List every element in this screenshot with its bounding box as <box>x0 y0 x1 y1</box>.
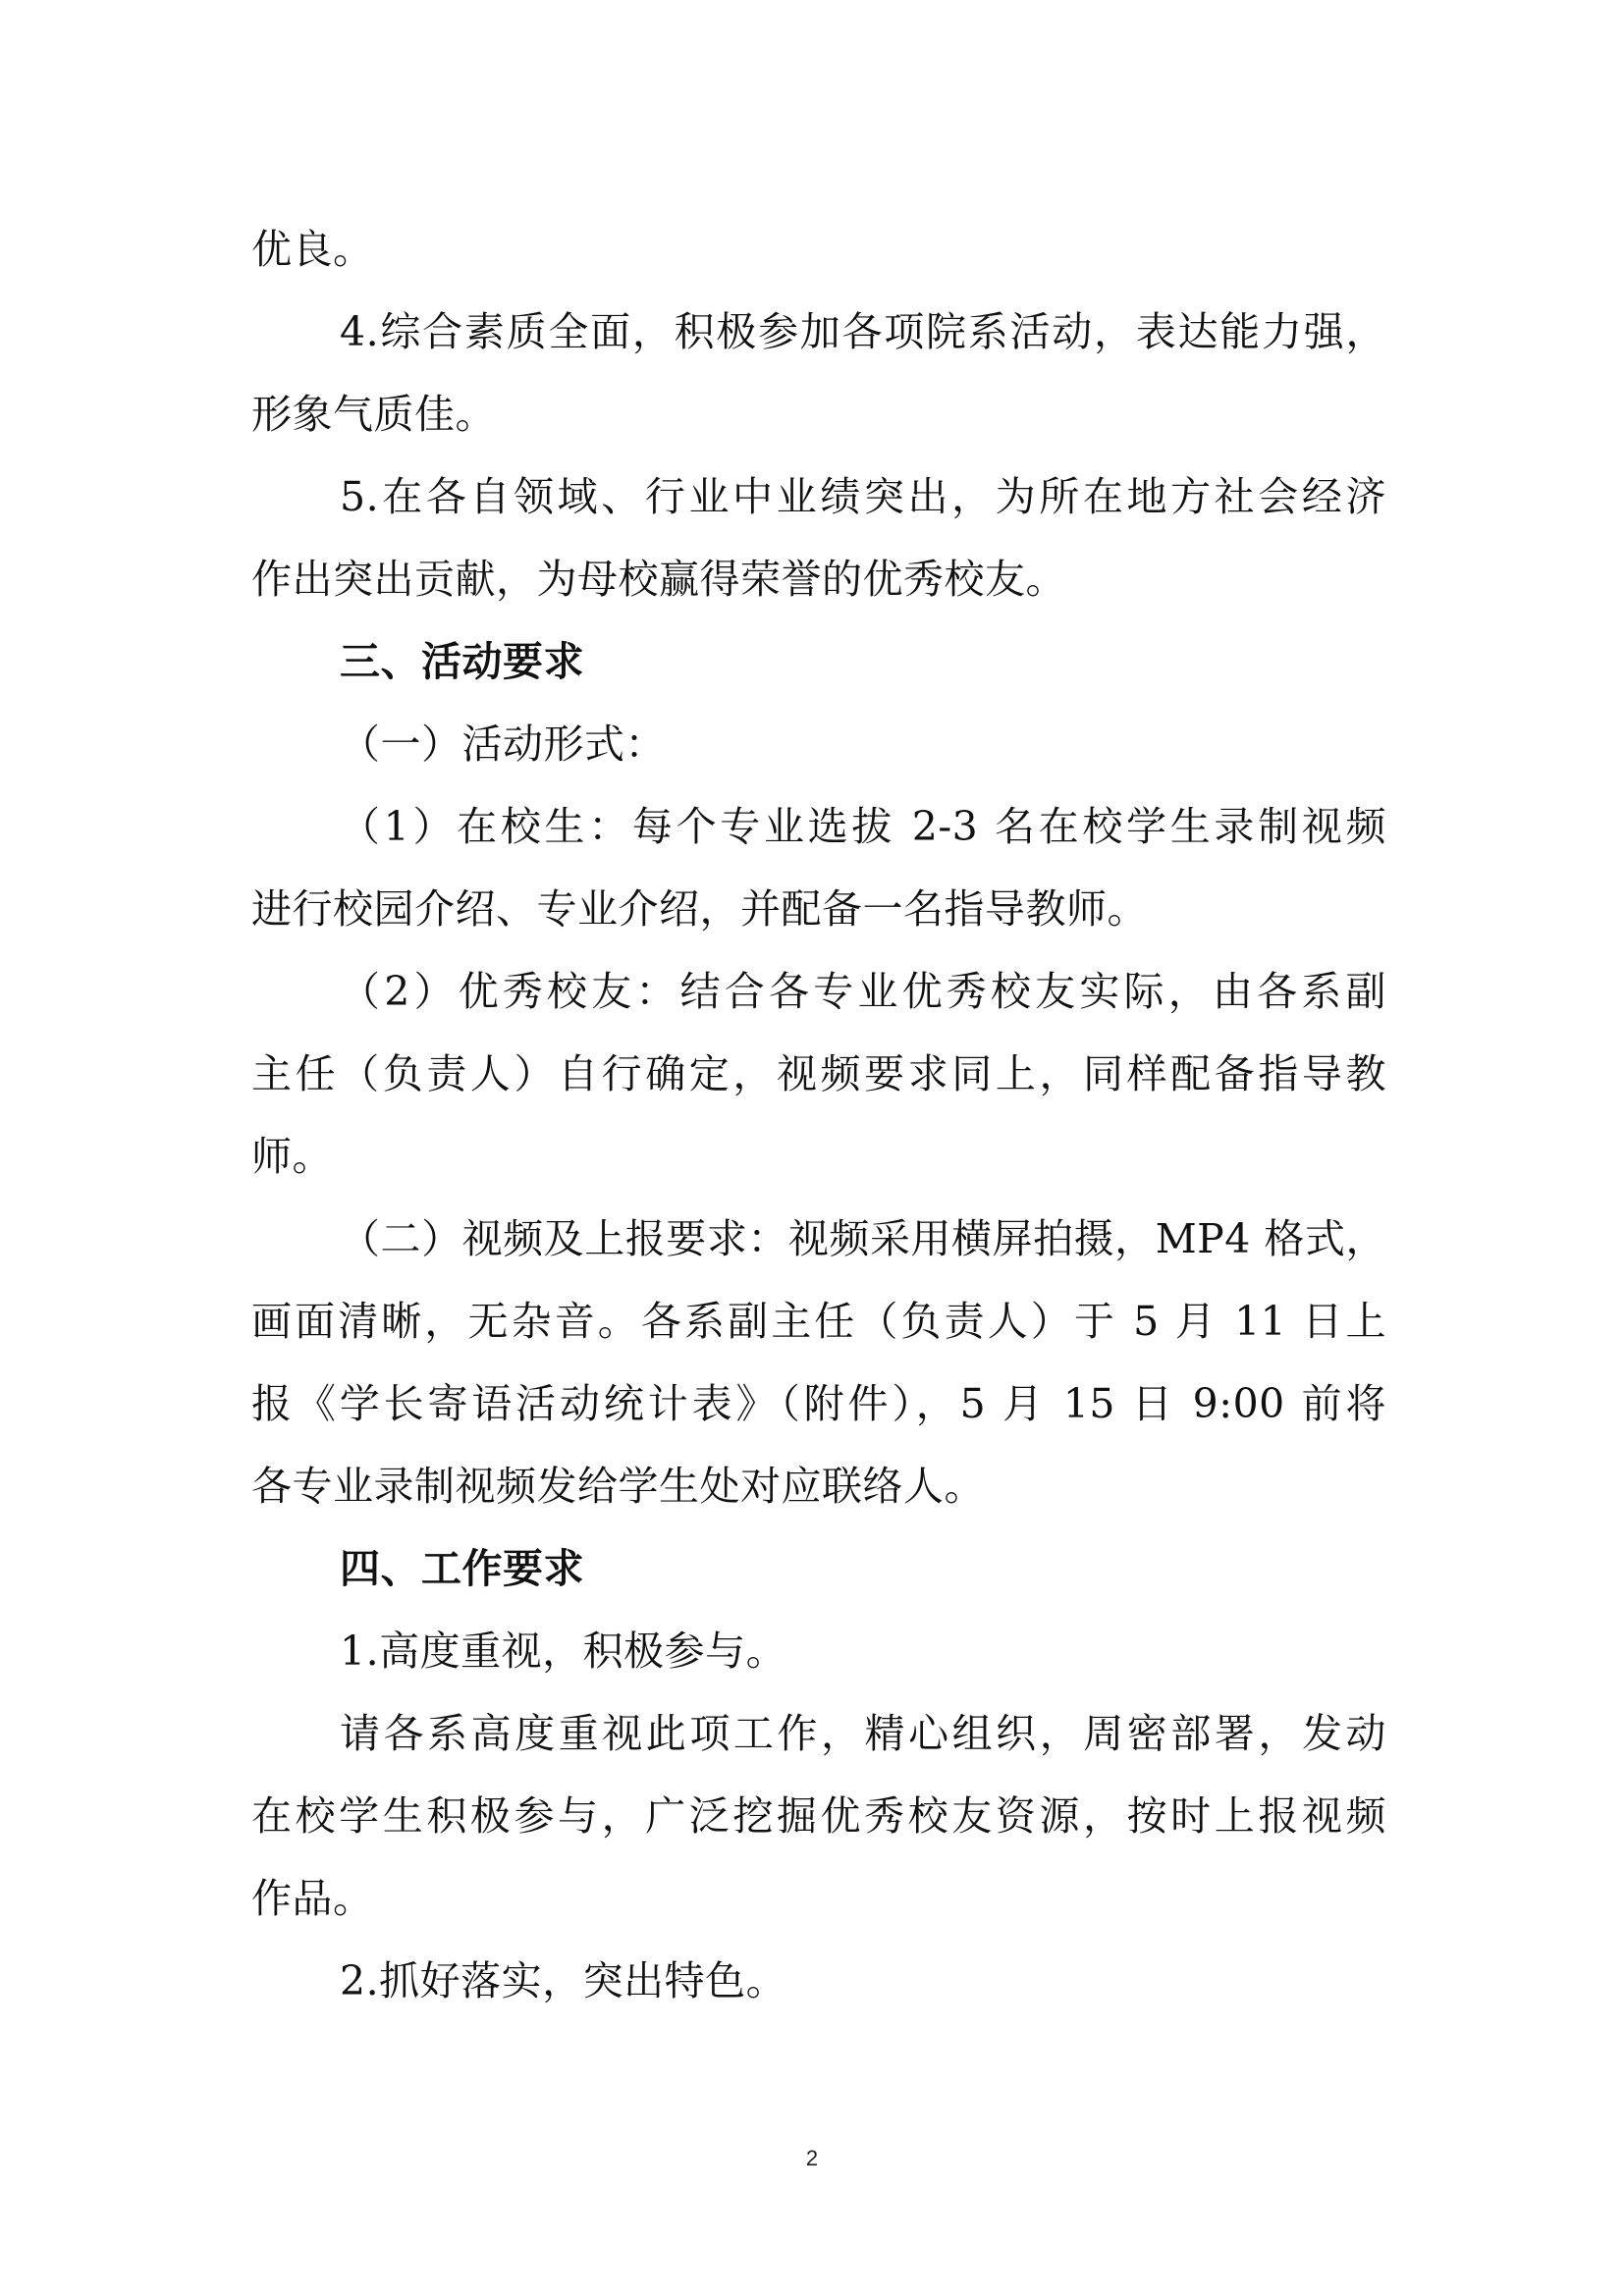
paragraph-line: （二）视频及上报要求：视频采用横屏拍摄，MP4 格式， <box>340 1215 1386 1262</box>
paragraph-line: 各专业录制视频发给学生处对应联络人。 <box>251 1463 985 1510</box>
section-heading: 四、工作要求 <box>340 1545 584 1592</box>
subsection-heading: 1.高度重视，积极参与。 <box>340 1628 787 1675</box>
paragraph-line: 师。 <box>251 1133 333 1180</box>
paragraph-line: 画面清晰，无杂音。各系副主任（负责人）于 5 月 11 日上 <box>251 1298 1386 1345</box>
subsection-heading: （一）活动形式： <box>340 721 666 768</box>
page-number: 2 <box>805 2146 819 2170</box>
section-heading: 三、活动要求 <box>340 638 584 685</box>
paragraph-line: 优良。 <box>251 226 374 273</box>
paragraph-line: 4.综合素质全面，积极参加各项院系活动，表达能力强， <box>340 308 1386 355</box>
paragraph-line: 5.在各自领域、行业中业绩突出，为所在地方社会经济 <box>340 473 1386 520</box>
paragraph-line: 报《学长寄语活动统计表》（附件），5 月 15 日 9:00 前将 <box>251 1380 1386 1427</box>
paragraph-line: 进行校园介绍、专业介绍，并配备一名指导教师。 <box>251 885 1148 933</box>
paragraph-line: 作品。 <box>251 1875 374 1922</box>
paragraph-line: 形象气质佳。 <box>251 391 496 438</box>
paragraph-line: 请各系高度重视此项工作，精心组织，周密部署，发动 <box>340 1710 1386 1757</box>
paragraph-line: 在校学生积极参与，广泛挖掘优秀校友资源，按时上报视频 <box>251 1792 1386 1840</box>
paragraph-line: （1）在校生：每个专业选拔 2-3 名在校学生录制视频 <box>340 803 1386 850</box>
paragraph-line: 作出突出贡献，为母校赢得荣誉的优秀校友。 <box>251 556 1066 603</box>
paragraph-line: 主任（负责人）自行确定，视频要求同上，同样配备指导教 <box>251 1050 1386 1097</box>
paragraph-line: （2）优秀校友：结合各专业优秀校友实际，由各系副 <box>340 968 1386 1015</box>
subsection-heading: 2.抓好落实，突出特色。 <box>340 1957 787 2004</box>
